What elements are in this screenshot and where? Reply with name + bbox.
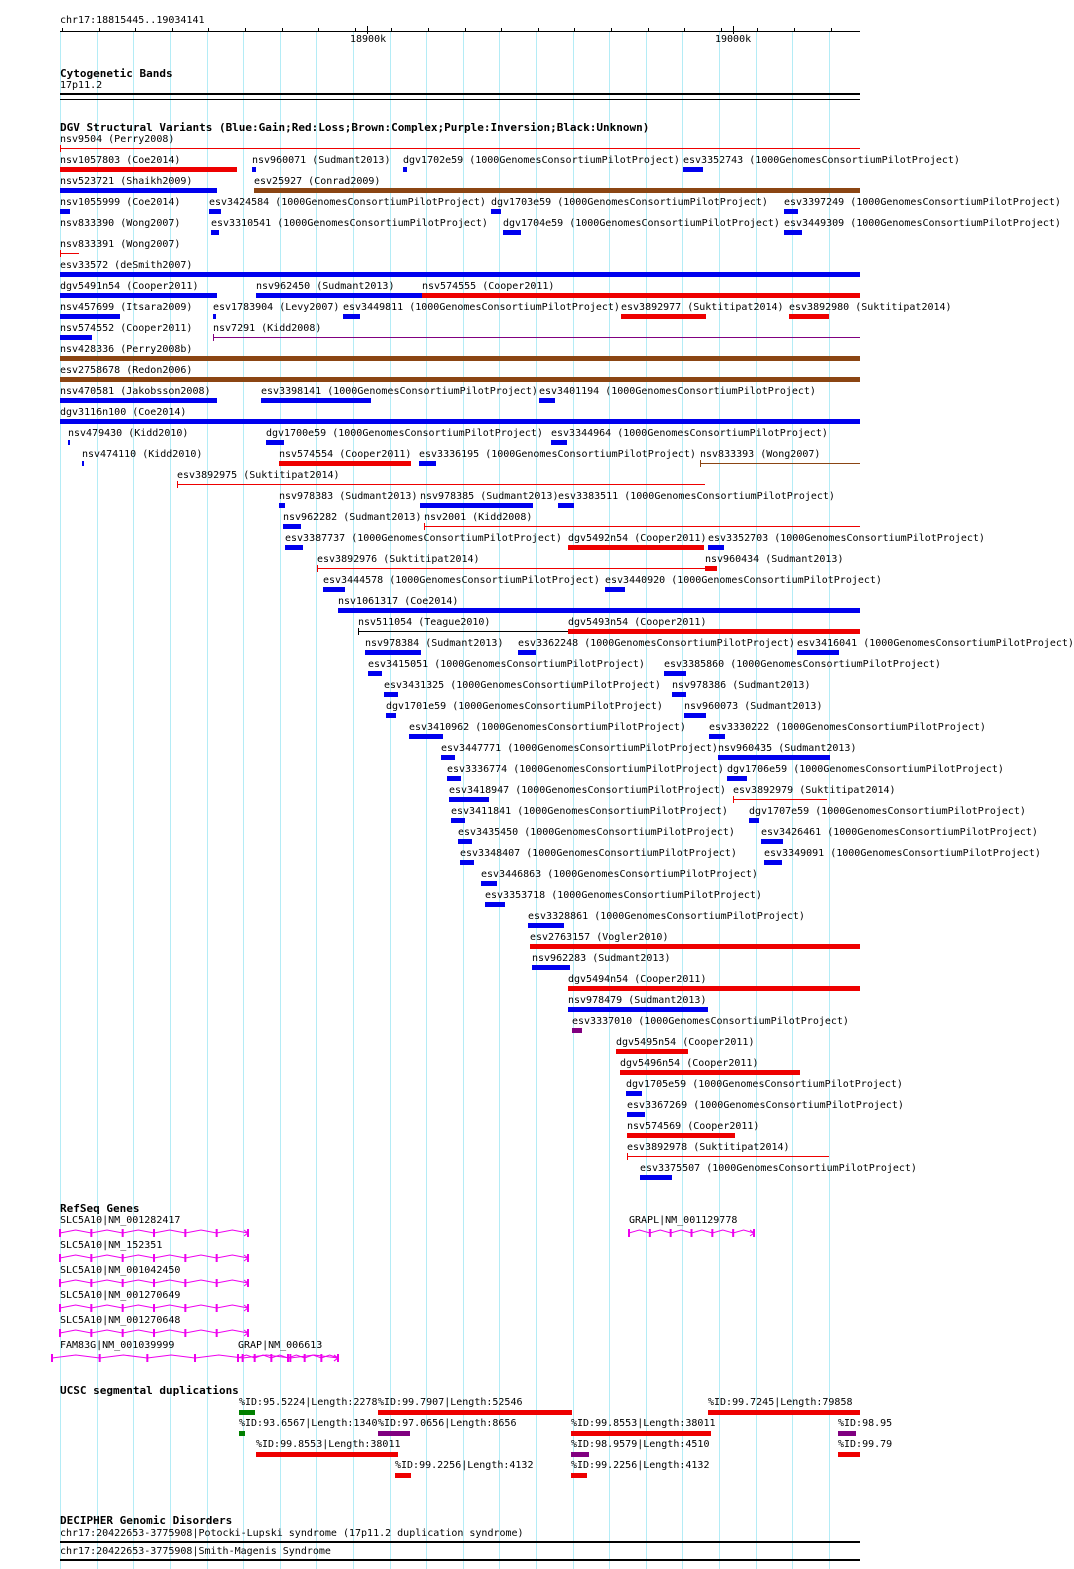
- variant-label: esv2758678 (Redon2006): [60, 365, 193, 376]
- ruler-label-18900k: 18900k: [350, 34, 387, 45]
- variant-label: esv3401194 (1000GenomesConsortiumPilotProject): [539, 386, 816, 397]
- variant-label: nsv1061317 (Coe2014): [338, 596, 459, 607]
- gene-glyph[interactable]: [59, 1329, 249, 1337]
- gene-glyph[interactable]: [237, 1354, 339, 1362]
- segdup-track-title[interactable]: UCSC segmental duplications: [60, 1384, 239, 1397]
- segdup-label: %ID:99.7907|Length:52546: [378, 1397, 523, 1408]
- variant-label: dgv1703e59 (1000GenomesConsortiumPilotProject): [491, 197, 768, 208]
- variant-label: esv3449811 (1000GenomesConsortiumPilotProject): [343, 302, 620, 313]
- variant-label: nsv960071 (Sudmant2013): [252, 155, 391, 166]
- segdup-bar[interactable]: [571, 1452, 589, 1457]
- variant-label: nsv960073 (Sudmant2013): [684, 701, 823, 712]
- segdup-label: %ID:99.7245|Length:79858: [708, 1397, 853, 1408]
- variant-label: esv3449309 (1000GenomesConsortiumPilotProject): [784, 218, 1061, 229]
- variant-label: esv3328861 (1000GenomesConsortiumPilotProject): [528, 911, 805, 922]
- variant-label: esv3435450 (1000GenomesConsortiumPilotProject): [458, 827, 735, 838]
- gene-label: SLC5A10|NM_001282417: [60, 1215, 181, 1226]
- variant-label: nsv7291 (Kidd2008): [213, 323, 322, 334]
- gene-glyph[interactable]: [59, 1304, 249, 1312]
- gene-label: SLC5A10|NM_152351: [60, 1240, 163, 1251]
- variant-label: esv3348407 (1000GenomesConsortiumPilotProject): [460, 848, 737, 859]
- decipher-item-label: chr17:20422653-3775908|Smith-Magenis Syndrome: [60, 1546, 331, 1557]
- segdup-bar[interactable]: [256, 1452, 398, 1457]
- variant-label: esv3397249 (1000GenomesConsortiumPilotProject): [784, 197, 1061, 208]
- variant-label: nsv978479 (Sudmant2013): [568, 995, 707, 1006]
- variant-label: esv3892979 (Suktitipat2014): [733, 785, 896, 796]
- variant-label: nsv978384 (Sudmant2013): [365, 638, 504, 649]
- gene-label: GRAP|NM_006613: [238, 1340, 323, 1351]
- variant-label: esv3416041 (1000GenomesConsortiumPilotProject): [797, 638, 1074, 649]
- variant-label: nsv2001 (Kidd2008): [424, 512, 533, 523]
- gene-label: GRAPL|NM_001129778: [629, 1215, 738, 1226]
- variant-label: nsv457699 (Itsara2009): [60, 302, 193, 313]
- variant-label: dgv5494n54 (Cooper2011): [568, 974, 707, 985]
- variant-label: nsv474110 (Kidd2010): [82, 449, 203, 460]
- segdup-label: %ID:99.8553|Length:38011: [256, 1439, 401, 1450]
- variant-label: esv3383511 (1000GenomesConsortiumPilotProject): [558, 491, 835, 502]
- segdup-bar[interactable]: [378, 1431, 410, 1436]
- variant-label: esv3337010 (1000GenomesConsortiumPilotProject): [572, 1016, 849, 1027]
- variant-label: esv2763157 (Vogler2010): [530, 932, 669, 943]
- variant-label: nsv428336 (Perry2008b): [60, 344, 193, 355]
- segdup-label: %ID:99.8553|Length:38011: [571, 1418, 716, 1429]
- variant-label: esv3310541 (1000GenomesConsortiumPilotProject): [211, 218, 488, 229]
- variant-label: nsv574554 (Cooper2011): [279, 449, 412, 460]
- variant-label: esv3375507 (1000GenomesConsortiumPilotProject): [640, 1163, 917, 1174]
- cyto-band-label: 17p11.2: [60, 80, 103, 91]
- variant-label: nsv978383 (Sudmant2013): [279, 491, 418, 502]
- variant-label: nsv960435 (Sudmant2013): [718, 743, 857, 754]
- refseq-track-title[interactable]: RefSeq Genes: [60, 1202, 140, 1215]
- variant-label: nsv962450 (Sudmant2013): [256, 281, 395, 292]
- variant-label: nsv978386 (Sudmant2013): [672, 680, 811, 691]
- variant-label: esv3892975 (Suktitipat2014): [177, 470, 340, 481]
- variant-label: esv3418947 (1000GenomesConsortiumPilotProject): [449, 785, 726, 796]
- variant-label: esv33572 (deSmith2007): [60, 260, 193, 271]
- variant-label: esv3411841 (1000GenomesConsortiumPilotProject): [451, 806, 728, 817]
- variant-label: esv3336774 (1000GenomesConsortiumPilotProject): [447, 764, 724, 775]
- variant-label: esv3892976 (Suktitipat2014): [317, 554, 480, 565]
- variant-label: dgv5495n54 (Cooper2011): [616, 1037, 755, 1048]
- variant-label: dgv1700e59 (1000GenomesConsortiumPilotProject): [266, 428, 543, 439]
- variant-label: dgv1702e59 (1000GenomesConsortiumPilotProject): [403, 155, 680, 166]
- decipher-item-bar[interactable]: [60, 1541, 860, 1543]
- gene-label: FAM83G|NM_001039999: [60, 1340, 175, 1351]
- variant-label: esv3353718 (1000GenomesConsortiumPilotProject): [485, 890, 762, 901]
- variant-label: dgv3116n100 (Coe2014): [60, 407, 187, 418]
- segdup-bar[interactable]: [571, 1473, 587, 1478]
- segdup-bar[interactable]: [708, 1410, 860, 1415]
- segdup-bar[interactable]: [239, 1431, 245, 1436]
- ruler-locus: chr17:18815445..19034141: [60, 15, 205, 26]
- variant-label: nsv479430 (Kidd2010): [68, 428, 189, 439]
- ruler-label-19000k: 19000k: [715, 34, 752, 45]
- variant-label: esv3447771 (1000GenomesConsortiumPilotProject): [441, 743, 718, 754]
- variant-label: nsv962283 (Sudmant2013): [532, 953, 671, 964]
- variant-label: nsv574555 (Cooper2011): [422, 281, 555, 292]
- variant-label: esv3446863 (1000GenomesConsortiumPilotProject): [481, 869, 758, 880]
- variant-label: esv3367269 (1000GenomesConsortiumPilotProject): [627, 1100, 904, 1111]
- variant-label: nsv960434 (Sudmant2013): [705, 554, 844, 565]
- gene-glyph[interactable]: [59, 1229, 249, 1237]
- variant-label: nsv833391 (Wong2007): [60, 239, 181, 250]
- segdup-bar[interactable]: [838, 1452, 860, 1457]
- variant-label: nsv9504 (Perry2008): [60, 134, 175, 145]
- segdup-label: %ID:95.5224|Length:2278: [239, 1397, 378, 1408]
- variant-label: esv3424584 (1000GenomesConsortiumPilotProject): [209, 197, 486, 208]
- segdup-label: %ID:99.2256|Length:4132: [571, 1460, 710, 1471]
- variant-label: esv3387737 (1000GenomesConsortiumPilotProject): [285, 533, 562, 544]
- variant-label: nsv1055999 (Coe2014): [60, 197, 181, 208]
- variant-label: nsv833390 (Wong2007): [60, 218, 181, 229]
- variant-label: nsv978385 (Sudmant2013): [420, 491, 559, 502]
- variant-label: dgv5493n54 (Cooper2011): [568, 617, 707, 628]
- variant-label: nsv574569 (Cooper2011): [627, 1121, 760, 1132]
- variant-label: esv3349091 (1000GenomesConsortiumPilotProject): [764, 848, 1041, 859]
- segdup-bar[interactable]: [395, 1473, 411, 1478]
- gene-label: SLC5A10|NM_001270648: [60, 1315, 181, 1326]
- segdup-bar[interactable]: [378, 1410, 572, 1415]
- segdup-label: %ID:99.2256|Length:4132: [395, 1460, 534, 1471]
- variant-label: esv3892977 (Suktitipat2014): [621, 302, 784, 313]
- variant-label: dgv5496n54 (Cooper2011): [620, 1058, 759, 1069]
- segdup-label: %ID:99.79: [838, 1439, 893, 1450]
- variant-label: nsv962282 (Sudmant2013): [283, 512, 422, 523]
- variant-label: dgv5492n54 (Cooper2011): [568, 533, 707, 544]
- segdup-label: %ID:97.0656|Length:8656: [378, 1418, 517, 1429]
- variant-label: esv3415051 (1000GenomesConsortiumPilotProject): [368, 659, 645, 670]
- variant-label: esv3352743 (1000GenomesConsortiumPilotProject): [683, 155, 960, 166]
- cyto-track-title[interactable]: Cytogenetic Bands: [60, 67, 173, 80]
- variant-label: esv3330222 (1000GenomesConsortiumPilotProject): [709, 722, 986, 733]
- variant-label: esv3385860 (1000GenomesConsortiumPilotProject): [664, 659, 941, 670]
- variant-label: esv3426461 (1000GenomesConsortiumPilotProject): [761, 827, 1038, 838]
- decipher-track-title[interactable]: DECIPHER Genomic Disorders: [60, 1514, 233, 1527]
- variant-label: esv3431325 (1000GenomesConsortiumPilotProject): [384, 680, 661, 691]
- variant-label: nsv833393 (Wong2007): [700, 449, 821, 460]
- variant-label: esv3398141 (1000GenomesConsortiumPilotProject): [261, 386, 538, 397]
- segdup-bar[interactable]: [239, 1410, 255, 1415]
- variant-label: esv3440920 (1000GenomesConsortiumPilotProject): [605, 575, 882, 586]
- segdup-bar[interactable]: [571, 1431, 711, 1436]
- segdup-bar[interactable]: [838, 1431, 856, 1436]
- variant-label: esv25927 (Conrad2009): [254, 176, 381, 187]
- variant-label: dgv1704e59 (1000GenomesConsortiumPilotProject): [503, 218, 780, 229]
- variant-label: esv3336195 (1000GenomesConsortiumPilotProject): [419, 449, 696, 460]
- variant-label: nsv511054 (Teague2010): [358, 617, 491, 628]
- variant-label: esv3410962 (1000GenomesConsortiumPilotProject): [409, 722, 686, 733]
- variant-label: esv1783904 (Levy2007): [213, 302, 340, 313]
- segdup-label: %ID:98.9579|Length:4510: [571, 1439, 710, 1450]
- variant-label: dgv1706e59 (1000GenomesConsortiumPilotProject): [727, 764, 1004, 775]
- variant-label: dgv1707e59 (1000GenomesConsortiumPilotProject): [749, 806, 1026, 817]
- decipher-item-bar[interactable]: [60, 1559, 860, 1561]
- variant-label: esv3352703 (1000GenomesConsortiumPilotProject): [708, 533, 985, 544]
- variant-label: esv3362248 (1000GenomesConsortiumPilotProject): [518, 638, 795, 649]
- variant-label: dgv5491n54 (Cooper2011): [60, 281, 199, 292]
- variant-label: esv3892978 (Suktitipat2014): [627, 1142, 790, 1153]
- variant-label: esv3892980 (Suktitipat2014): [789, 302, 952, 313]
- variant-label: nsv574552 (Cooper2011): [60, 323, 193, 334]
- gene-label: SLC5A10|NM_001042450: [60, 1265, 181, 1276]
- variant-label: dgv1701e59 (1000GenomesConsortiumPilotProject): [386, 701, 663, 712]
- variant-label: nsv523721 (Shaikh2009): [60, 176, 193, 187]
- gene-label: SLC5A10|NM_001270649: [60, 1290, 181, 1301]
- gene-glyph[interactable]: [59, 1279, 249, 1287]
- dgv-track-title[interactable]: DGV Structural Variants (Blue:Gain;Red:Loss;Brown:Complex;Purple:Inversion;Black:Unknown): [60, 121, 650, 134]
- decipher-item-label: chr17:20422653-3775908|Potocki-Lupski syndrome (17p11.2 duplication syndrome): [60, 1528, 524, 1539]
- variant-label: esv3444578 (1000GenomesConsortiumPilotProject): [323, 575, 600, 586]
- segdup-label: %ID:98.95: [838, 1418, 893, 1429]
- variant-label: dgv1705e59 (1000GenomesConsortiumPilotProject): [626, 1079, 903, 1090]
- variant-label: esv3344964 (1000GenomesConsortiumPilotProject): [551, 428, 828, 439]
- segdup-label: %ID:93.6567|Length:1340: [239, 1418, 378, 1429]
- gene-glyph[interactable]: [59, 1254, 249, 1262]
- variant-label: nsv470581 (Jakobsson2008): [60, 386, 211, 397]
- variant-label: nsv1057803 (Coe2014): [60, 155, 181, 166]
- gene-glyph[interactable]: [628, 1229, 755, 1237]
